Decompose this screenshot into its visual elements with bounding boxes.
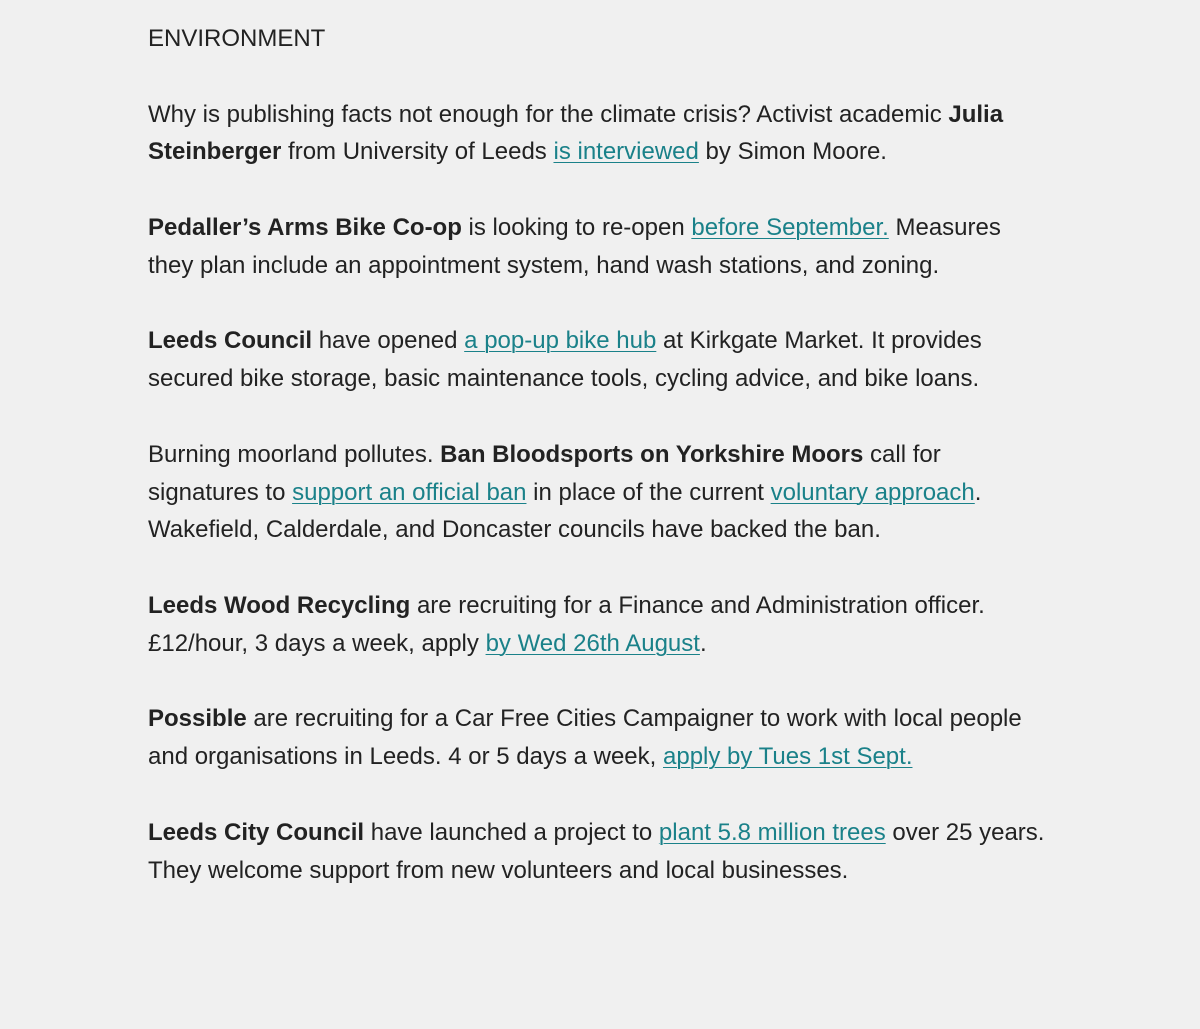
item-bold-name: Ban Bloodsports on Yorkshire Moors bbox=[440, 440, 864, 468]
item-bold-name: Leeds Council bbox=[148, 327, 313, 355]
item-text: . bbox=[699, 629, 707, 657]
reopen-link[interactable]: before September. bbox=[691, 213, 889, 241]
item-wood-recycling bbox=[148, 587, 1048, 663]
item-bike-coop bbox=[148, 209, 1048, 285]
item-text: have opened bbox=[312, 327, 465, 355]
item-text: from University of Leeds bbox=[281, 138, 554, 166]
item-text: Why is publishing facts not enough for the climate crisis? Activist academic bbox=[148, 100, 949, 128]
bike-hub-link[interactable]: a pop-up bike hub bbox=[464, 327, 657, 355]
interview-link[interactable]: is interviewed bbox=[553, 138, 699, 166]
item-bold-name: Leeds City Council bbox=[148, 818, 365, 846]
item-bold-name: Leeds Wood Recycling bbox=[148, 591, 411, 619]
plant-trees-link[interactable]: plant 5.8 million trees bbox=[658, 818, 886, 846]
item-bold-name: Julia Steinberger bbox=[148, 100, 1004, 166]
item-text: by Simon Moore. bbox=[698, 138, 887, 166]
item-text: are recruiting for a Car Free Cities Campaigner to work with local people and organisations in Leeds. 4 or 5 days a week, bbox=[148, 705, 1022, 771]
item-bold-name: Pedaller’s Arms Bike Co-op bbox=[148, 213, 462, 241]
item-text: Measures they plan include an appointment system, hand wash stations, and zoning. bbox=[148, 213, 1001, 279]
apply-campaigner-link[interactable]: apply by Tues 1st Sept. bbox=[663, 743, 913, 771]
item-text: . Wakefield, Calderdale, and Doncaster councils have backed the ban. bbox=[148, 478, 982, 544]
item-bold-name: Possible bbox=[148, 705, 247, 733]
official-ban-link[interactable]: support an official ban bbox=[292, 478, 527, 506]
voluntary-approach-link[interactable]: voluntary approach bbox=[770, 478, 975, 506]
item-text: Burning moorland pollutes. bbox=[148, 440, 441, 468]
newsletter-section bbox=[148, 20, 1048, 927]
item-possible bbox=[148, 700, 1048, 776]
item-text: are recruiting for a Finance and Administration officer. £12/hour, 3 days a week, apply bbox=[148, 591, 985, 657]
apply-deadline-link[interactable]: by Wed 26th August bbox=[485, 629, 700, 657]
item-moorland bbox=[148, 436, 1048, 549]
item-text: over 25 years. They welcome support from new volunteers and local businesses. bbox=[148, 818, 1045, 884]
item-tree-planting bbox=[148, 814, 1048, 890]
item-bike-hub bbox=[148, 322, 1048, 398]
item-text: call for signatures to bbox=[148, 440, 941, 506]
item-text: have launched a project to bbox=[364, 818, 659, 846]
item-climate-interview bbox=[148, 96, 1048, 172]
section-heading: ENVIRONMENT bbox=[148, 25, 326, 52]
item-text: at Kirkgate Market. It provides secured bike storage, basic maintenance tools, cycling advice, and bike loans. bbox=[148, 327, 982, 393]
item-text: in place of the current bbox=[526, 478, 771, 506]
item-text: is looking to re-open bbox=[461, 213, 692, 241]
